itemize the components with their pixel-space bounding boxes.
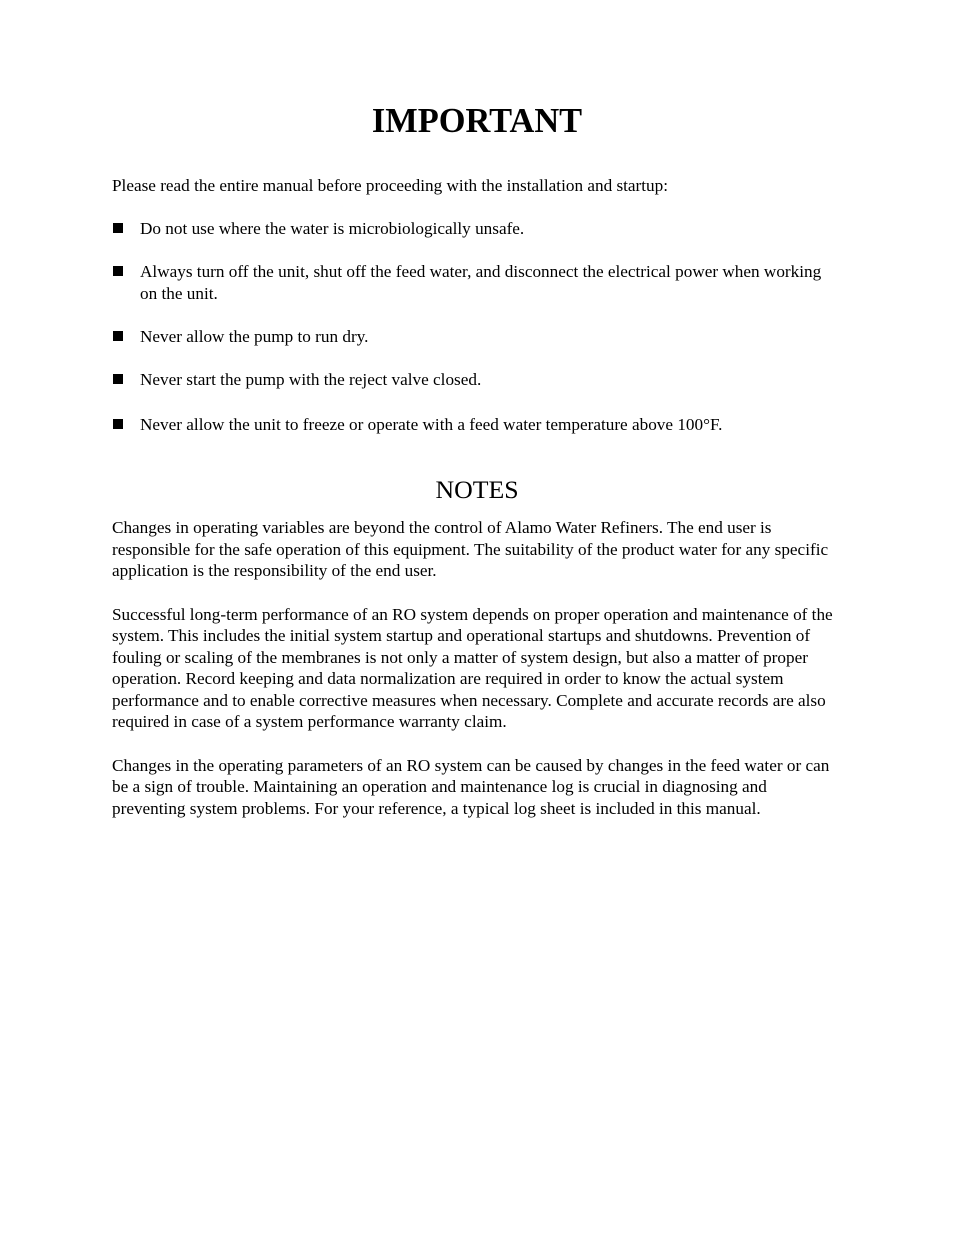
notes-heading: NOTES bbox=[435, 474, 519, 504]
list-item bbox=[112, 414, 842, 436]
list-item bbox=[112, 369, 842, 391]
list-item-text: Do not use where the water is microbiologically unsafe. bbox=[140, 219, 525, 239]
list-item-text: Never allow the unit to freeze or operate with a feed water temperature above 100°F. bbox=[140, 414, 723, 434]
document-page bbox=[112, 102, 842, 819]
list-item bbox=[112, 326, 842, 348]
notes-paragraph: Changes in the operating parameters of an RO system can be caused by changes in the feed water or can be a sign of trouble. Maintaining an operation and maintenance log is crucial in diagnosing and preventing system problems. For your reference, a typical log sheet is included in this manual. bbox=[112, 755, 830, 818]
intro-text: Please read the entire manual before proceeding with the installation and startup: bbox=[112, 175, 669, 195]
square-bullet-icon bbox=[113, 419, 123, 429]
square-bullet-icon bbox=[113, 223, 123, 233]
notes-paragraph: Successful long-term performance of an RO system depends on proper operation and maintenance of the system. This includes the initial system startup and operational startups and shutdowns. Prevention of fouling or scaling of the membranes is not only a matter of system design, but also a matter of proper operation. Record keeping and data normalization are required in order to know the actual system performance and to enable corrective measures when necessary. Complete and accurate records are also required in case of a system performance warranty claim. bbox=[112, 604, 833, 732]
warning-list bbox=[112, 218, 842, 435]
list-item-text: Never start the pump with the reject valve closed. bbox=[140, 370, 482, 390]
list-item bbox=[112, 218, 842, 240]
important-heading: IMPORTANT bbox=[371, 102, 583, 140]
square-bullet-icon bbox=[113, 266, 123, 276]
notes-paragraph: Changes in operating variables are beyond the control of Alamo Water Refiners. The end user is responsible for the safe operation of this equipment. The suitability of the product water for any specific application is the responsibility of the end user. bbox=[112, 518, 829, 581]
list-item-text: Never allow the pump to run dry. bbox=[140, 327, 369, 347]
list-item bbox=[112, 261, 842, 304]
square-bullet-icon bbox=[113, 331, 123, 341]
list-item-text: Always turn off the unit, shut off the feed water, and disconnect the electrical power when working on the unit. bbox=[140, 262, 822, 303]
square-bullet-icon bbox=[113, 374, 123, 384]
